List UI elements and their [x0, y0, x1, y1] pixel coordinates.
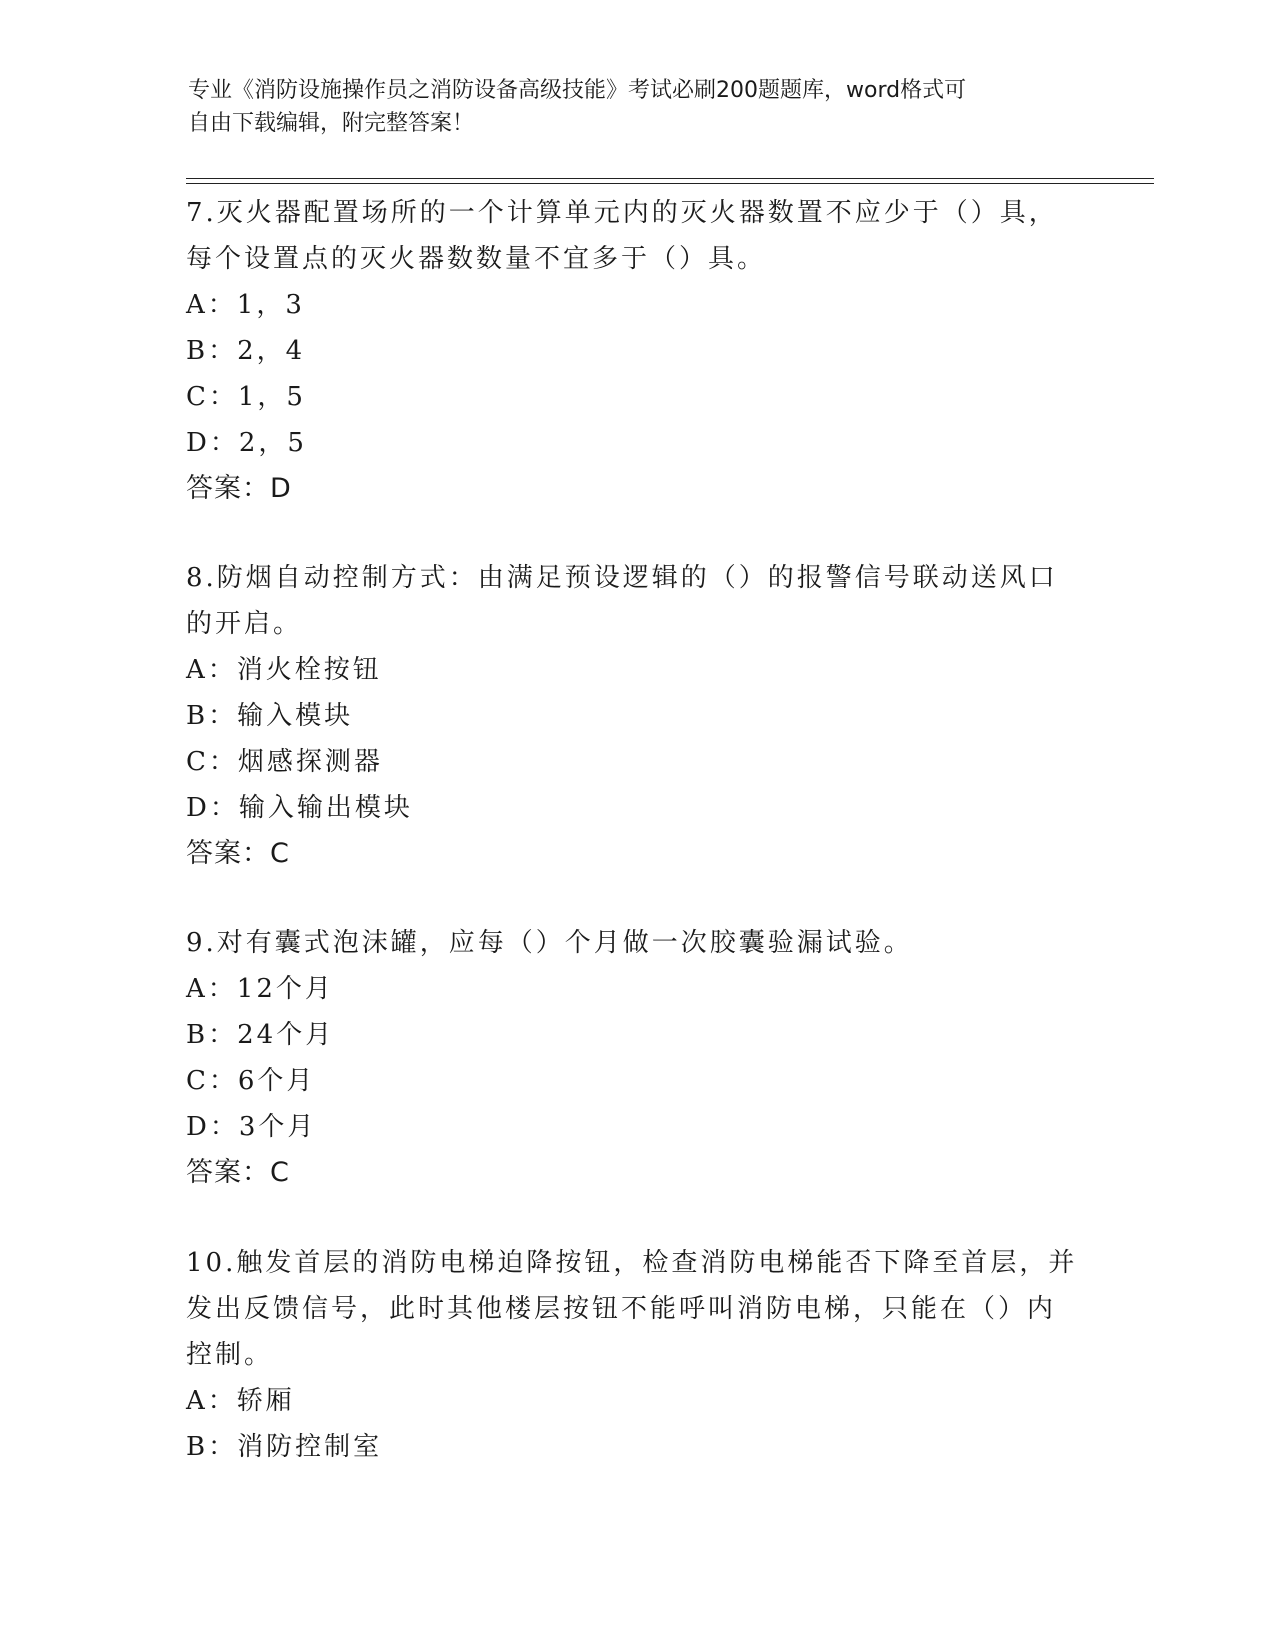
question-stem: 8.防烟自动控制方式：由满足预设逻辑的（）的报警信号联动送风口 [186, 563, 1058, 593]
option-c: C：烟感探测器 [186, 747, 383, 777]
option-b: B：2，4 [186, 336, 306, 366]
header-divider [186, 183, 1154, 184]
answer: 答案：D [186, 473, 292, 504]
question-stem: 10.触发首层的消防电梯迫降按钮，检查消防电梯能否下降至首层，并 [186, 1248, 1078, 1278]
question-stem: 9.对有囊式泡沫罐，应每（）个月做一次胶囊验漏试验。 [186, 928, 913, 958]
question-stem: 发出反馈信号，此时其他楼层按钮不能呼叫消防电梯，只能在（）内 [186, 1294, 1057, 1324]
option-d: D：3个月 [186, 1112, 317, 1142]
question-stem: 7.灭火器配置场所的一个计算单元内的灭火器数置不应少于（）具， [186, 198, 1058, 228]
header-line: 自由下载编辑，附完整答案！ [188, 111, 475, 136]
answer: 答案：C [186, 838, 290, 869]
option-b: B：24个月 [186, 1020, 335, 1050]
option-d: D：输入输出模块 [186, 793, 413, 823]
question-block [186, 555, 1058, 877]
question-block [186, 1240, 1077, 1470]
option-a: A：消火栓按钮 [186, 655, 382, 685]
option-b: B：输入模块 [186, 701, 354, 731]
option-a: A：轿厢 [186, 1386, 295, 1416]
option-b: B：消防控制室 [186, 1432, 383, 1462]
option-c: C：6个月 [186, 1066, 316, 1096]
option-a: A：12个月 [186, 974, 334, 1004]
question-stem: 控制。 [186, 1340, 274, 1370]
question-stem: 的开启。 [186, 609, 303, 639]
option-c: C：1，5 [186, 382, 306, 412]
question-stem: 每个设置点的灭火器数数量不宜多于（）具。 [186, 244, 767, 274]
question-block [186, 190, 1058, 512]
question-block [186, 920, 913, 1196]
option-d: D：2，5 [186, 428, 307, 458]
header-divider [186, 178, 1154, 179]
option-a: A：1，3 [186, 290, 305, 320]
document-header [188, 74, 1088, 140]
header-line: 专业《消防设施操作员之消防设备高级技能》考试必刷200题题库，word格式可 [188, 78, 967, 103]
answer: 答案：C [186, 1157, 290, 1188]
